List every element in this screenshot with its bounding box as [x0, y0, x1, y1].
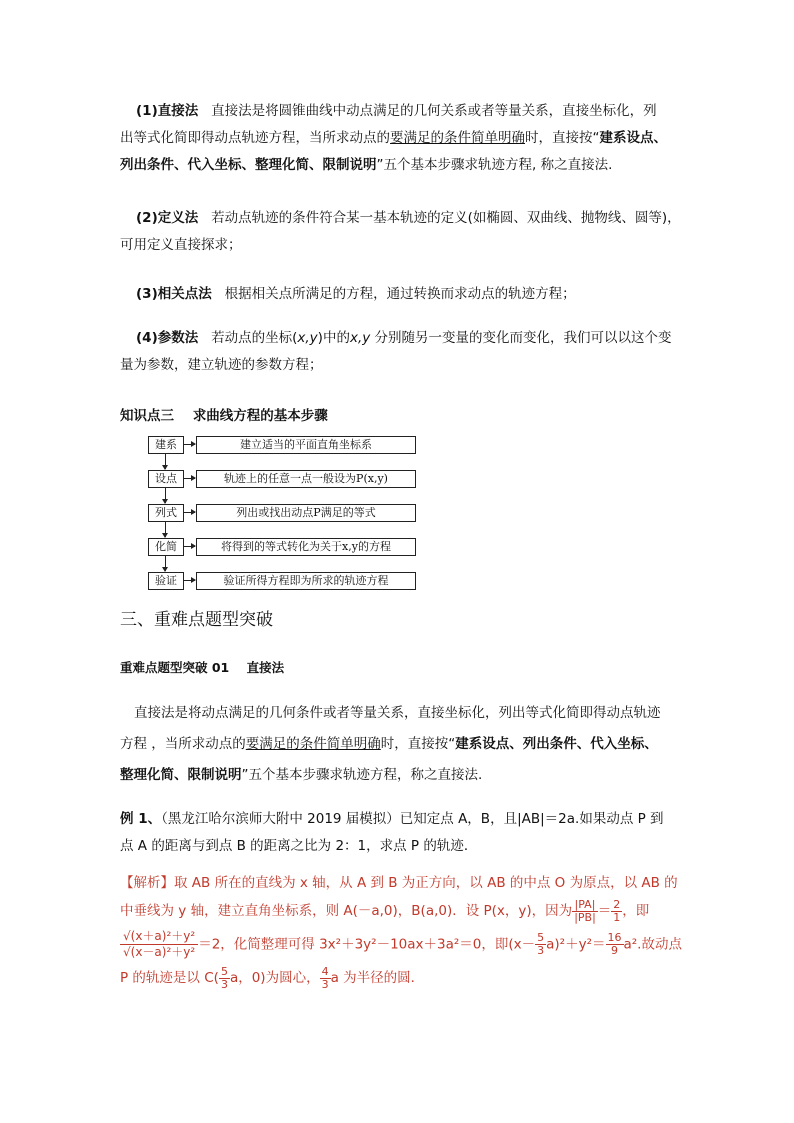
fraction-denominator: 3: [537, 944, 545, 957]
method-2-label: (2)定义法: [136, 210, 199, 226]
fraction-denominator: √(x－a)²＋y²: [123, 945, 196, 959]
example-1: [120, 806, 700, 860]
solution-text-2: 中垂线为 y 轴，建立直角坐标系，则 A(－a,0)，B(a,0)．设 P(x，y)，因为: [120, 903, 573, 919]
fraction-numerator: √(x＋a)²＋y²: [120, 929, 198, 945]
method-2-text-2: 可用定义直接探求；: [120, 237, 242, 253]
fraction-16-9: [606, 932, 624, 957]
part3-sub-title: 直接法: [246, 660, 285, 675]
fraction-numerator: 5: [537, 931, 545, 944]
flow-arrow-3: [165, 521, 166, 537]
flow-desc-2: 轨迹上的任意一点一般设为P(x,y): [196, 470, 416, 488]
solution-label: 【解析】: [120, 875, 174, 891]
method-3-text: 根据相关点所满足的方程，通过转换而求动点的轨迹方程；: [224, 286, 576, 302]
fraction-radius: [320, 966, 331, 991]
fraction-5-3: [535, 932, 546, 957]
method-4-label: (4)参数法: [136, 330, 199, 346]
paren-open: (: [213, 970, 219, 986]
flow-link-4: [183, 546, 195, 547]
method-3-label: (3)相关点法: [136, 286, 212, 302]
example-text-1: （黑龙江哈尔滨师大附中 2019 届模拟）已知定点 A，B，且|AB|＝2a.如果动点 P 到: [161, 811, 664, 827]
fraction-pa-pb: [572, 899, 598, 924]
method-1-text: 直接法是将圆锥曲线中动点满足的几何关系或者等量关系，直接坐标化，列: [211, 103, 657, 119]
method-1-bold-3: 列出条件、代入坐标、整理化简、限制说明: [120, 157, 377, 173]
flow-step-4: 化简: [148, 538, 184, 556]
method-4-text-2: 量为参数，建立轨迹的参数方程；: [120, 357, 323, 373]
method-2-text: 若动点轨迹的条件符合某一基本轨迹的定义(如椭圆、双曲线、抛物线、圆等)，: [211, 210, 681, 226]
flow-link-2: [183, 478, 195, 479]
solution-text-2-end: ，即: [622, 903, 650, 919]
flow-link-1: [183, 444, 195, 445]
equals-sign: ＝: [597, 903, 612, 919]
knowledge-heading: [120, 404, 328, 424]
fraction-numerator: |PA|: [572, 899, 598, 912]
example-text-2: 点 A 的距离与到点 B 的距离之比为 2：1，求点 P 的轨迹．: [120, 838, 478, 854]
part3-intro-2a: 方程 ，当所求动点的: [120, 736, 246, 752]
part3-intro-bold-2: 建系设点、列出条件、代入坐标、: [455, 736, 658, 752]
method-4: [120, 325, 700, 379]
flow-link-5: [183, 580, 195, 581]
flow-arrow-2: [165, 487, 166, 503]
fraction-numerator: 2: [613, 897, 621, 911]
method-2: [120, 205, 700, 259]
part3-intro-underline: 要满足的条件简单明确: [245, 736, 381, 752]
paren-open: (x－: [508, 936, 536, 953]
part3-intro-2b: 时，直接按“: [380, 736, 456, 752]
flow-arrow-1: [165, 453, 166, 469]
flow-desc-4: 将得到的等式转化为关于x,y的方程: [196, 538, 416, 556]
knowledge-title: 知识点三: [120, 408, 174, 424]
fraction-numerator: 5: [220, 964, 228, 978]
method-1-underline: 要满足的条件简单明确: [390, 130, 525, 146]
fraction-denominator: 3: [321, 977, 329, 991]
flow-arrow-4: [165, 555, 166, 571]
flow-desc-5: 验证所得方程即为所求的轨迹方程: [196, 572, 416, 590]
method-1: [120, 98, 700, 179]
method-4-text-a: 若动点的坐标(: [211, 330, 298, 346]
fraction-numerator: 16: [607, 931, 622, 944]
fraction-denominator: |PB|: [574, 910, 596, 924]
flow-desc-1: 建立适当的平面直角坐标系: [196, 436, 416, 454]
method-4-var-2: x,y: [349, 330, 371, 346]
part3-heading: 三、重难点题型突破: [120, 610, 273, 630]
solution-text-4b: 为圆心，: [265, 970, 320, 986]
part3-subheading: [120, 658, 284, 676]
method-4-var: x,y: [297, 330, 318, 346]
fraction-numerator: 4: [321, 964, 329, 978]
part3-intro-bold-3: 整理化简、限制说明: [120, 767, 242, 783]
method-4-text-c: 分别随另一变量的变化而变化，我们可以以这个变: [370, 330, 672, 346]
fraction-denominator: 9: [611, 944, 618, 957]
fraction-distance-ratio: [120, 929, 198, 960]
flow-step-2: 设点: [148, 470, 184, 488]
method-1-text-2b: 时，直接按“: [525, 130, 600, 146]
paren-close: a)²＋y²＝: [546, 936, 606, 953]
solution-text-4-end: a 为半径的圆．: [330, 970, 425, 986]
method-1-text-2a: 出等式化简即得动点轨迹方程，当所求动点的: [120, 130, 390, 146]
flow-step-3: 列式: [148, 504, 184, 522]
method-1-label: (1)直接法: [136, 103, 199, 119]
center-coord: a，0): [229, 970, 266, 986]
fraction-denominator: 1: [613, 910, 621, 924]
example-label: 例 1、: [120, 811, 162, 827]
solution-text-3: ＝2，化简整理可得 3x²＋3y²－10ax＋3a²＝0，即: [198, 936, 509, 953]
part3-intro-3: ”五个基本步骤求轨迹方程，称之直接法.: [241, 767, 483, 783]
method-4-text-b: )中的: [317, 330, 350, 346]
fraction-denominator: 3: [220, 977, 228, 991]
flow-step-1: 建系: [148, 436, 184, 454]
solution-text-1: 取 AB 所在的直线为 x 轴，从 A 到 B 为正方向，以 AB 的中点 O 为原点，以 AB 的: [174, 875, 678, 891]
flow-link-3: [183, 512, 195, 513]
method-1-text-3: ”五个基本步骤求轨迹方程, 称之直接法.: [376, 157, 613, 173]
solution: [120, 869, 700, 992]
flow-desc-3: 列出或找出动点P满足的等式: [196, 504, 416, 522]
part3-sub: 重难点题型突破 01: [120, 660, 230, 675]
part3-intro-1: 直接法是将动点满足的几何条件或者等量关系，直接坐标化，列出等式化简即得动点轨迹: [134, 705, 661, 721]
method-1-bold-2: 建系设点、: [599, 130, 667, 146]
flow-step-5: 验证: [148, 572, 184, 590]
fraction-center-x: [219, 966, 230, 991]
knowledge-subtitle: 求曲线方程的基本步骤: [192, 408, 328, 424]
solution-text-3-end: a².故动点: [623, 936, 682, 953]
fraction-2-1: [611, 899, 622, 924]
part3-intro: [120, 698, 700, 791]
method-3: [120, 281, 700, 308]
solution-text-4: P 的轨迹是以 C: [120, 970, 214, 986]
